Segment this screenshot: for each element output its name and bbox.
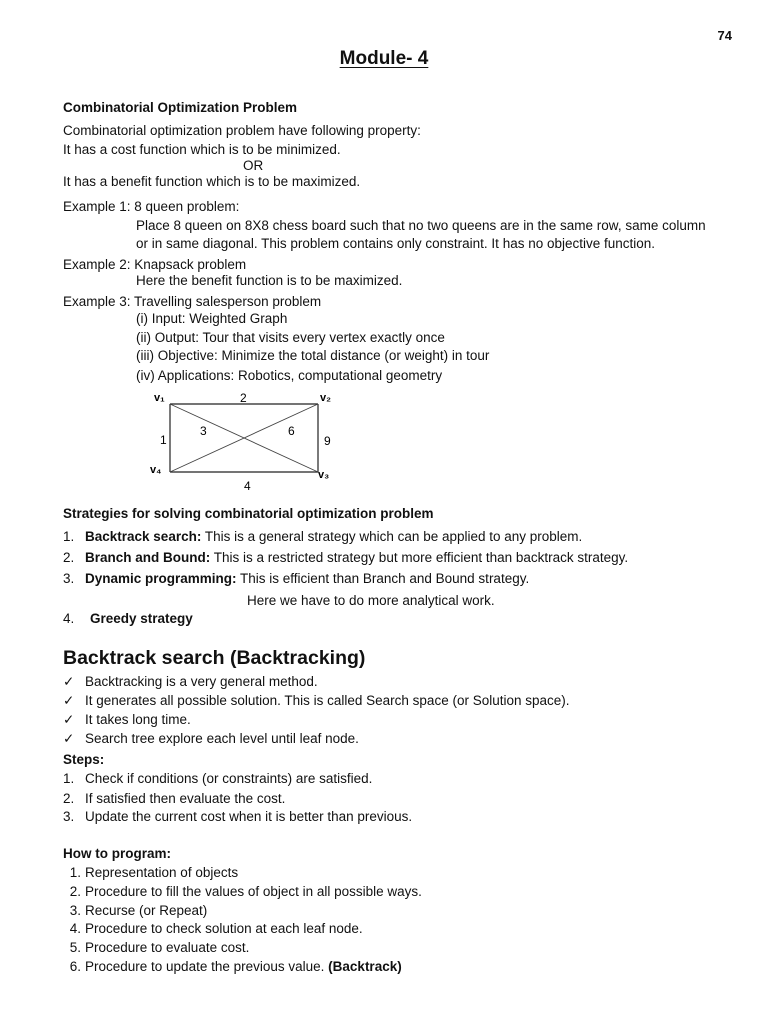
- list-number: 1.: [69, 865, 81, 880]
- list-number: 2.: [63, 550, 75, 565]
- bullet-text: Search tree explore each level until leaf node.: [85, 731, 359, 746]
- weight-v3-v4: 4: [244, 479, 251, 493]
- strategy-term: Dynamic programming:: [85, 571, 237, 586]
- program-step-text: Representation of objects: [85, 865, 239, 880]
- example1-line2: or in same diagonal. This problem contains only constraint. It has no objective function.: [136, 236, 656, 251]
- example3-label: Example 3: Travelling salesperson problem: [63, 294, 322, 309]
- step-text: Check if conditions (or constraints) are satisfied.: [85, 771, 373, 786]
- program-step: [61, 940, 249, 956]
- example3-input: (i) Input: Weighted Graph: [136, 311, 288, 326]
- weight-v1-v3: 3: [200, 424, 207, 438]
- backtrack-heading: Backtrack search (Backtracking): [63, 647, 366, 669]
- list-number: 1.: [63, 771, 75, 786]
- program-step-text: Procedure to check solution at each leaf node.: [85, 921, 363, 936]
- checkmark-icon: ✓: [63, 712, 75, 727]
- list-number: 6.: [69, 959, 81, 974]
- section-heading-combinatorial: Combinatorial Optimization Problem: [63, 100, 298, 115]
- program-step-text: Procedure to update the previous value.: [85, 959, 329, 974]
- step-text: Update the current cost when it is better than previous.: [85, 809, 413, 824]
- checkmark-icon: ✓: [63, 731, 75, 746]
- strategy-desc: This is a general strategy which can be applied to any problem.: [201, 529, 583, 544]
- example3-output: (ii) Output: Tour that visits every vertex exactly once: [136, 330, 445, 345]
- strategy-item-greedy: [63, 611, 193, 627]
- strategy-term: Backtrack search:: [85, 529, 202, 544]
- bullet-text: It takes long time.: [85, 712, 191, 727]
- program-step: [61, 921, 363, 937]
- tsp-graph: [140, 386, 350, 496]
- weight-v1-v2: 2: [240, 391, 247, 405]
- list-number: 2.: [63, 791, 75, 806]
- weight-v2-v3: 9: [324, 434, 331, 448]
- list-number: 3.: [63, 571, 75, 586]
- step-item: [63, 771, 372, 787]
- program-step: [61, 959, 402, 975]
- strategy-term: Branch and Bound:: [85, 550, 211, 565]
- strategies-heading: Strategies for solving combinatorial optimization problem: [63, 506, 434, 521]
- strategy-item-dynamic: [63, 571, 529, 587]
- program-step-text: Procedure to evaluate cost.: [85, 940, 250, 955]
- weight-v4-v1: 1: [160, 433, 167, 447]
- page-title-text: Module- 4: [339, 48, 429, 69]
- step-item: [63, 809, 412, 825]
- example1-label: Example 1: 8 queen problem:: [63, 199, 240, 214]
- example3-applications: (iv) Applications: Robotics, computational geometry: [136, 368, 443, 383]
- benefit-function-line: It has a benefit function which is to be maximized.: [63, 174, 361, 189]
- bullet-text: It generates all possible solution. This is called Search space (or Solution space).: [85, 693, 570, 708]
- example2-line: Here the benefit function is to be maximized.: [136, 273, 403, 288]
- vertex-v1: v₁: [154, 392, 165, 404]
- example2-label: Example 2: Knapsack problem: [63, 257, 247, 272]
- backtrack-bullet: [63, 693, 570, 709]
- list-number: 2.: [69, 884, 81, 899]
- program-step: [61, 884, 422, 900]
- strategy-item-branch-bound: [63, 550, 628, 566]
- backtrack-bullet: [63, 712, 191, 728]
- vertex-v4: v₄: [150, 464, 162, 476]
- strategy-desc: This is efficient than Branch and Bound strategy.: [236, 571, 530, 586]
- steps-heading: Steps:: [63, 752, 105, 767]
- list-number: 4.: [69, 921, 81, 936]
- program-step: [61, 865, 238, 881]
- program-step-text: Recurse (or Repeat): [85, 903, 208, 918]
- list-number: 1.: [63, 529, 75, 544]
- program-step: [61, 903, 207, 919]
- cost-function-line: It has a cost function which is to be minimized.: [63, 142, 341, 157]
- property-intro: Combinatorial optimization problem have following property:: [63, 123, 421, 138]
- list-number: 4.: [63, 611, 75, 626]
- bullet-text: Backtracking is a very general method.: [85, 674, 318, 689]
- checkmark-icon: ✓: [63, 693, 75, 708]
- list-number: 5.: [69, 940, 81, 955]
- list-number: 3.: [63, 809, 75, 824]
- list-number: 3.: [69, 903, 81, 918]
- vertex-v3: v₃: [318, 469, 330, 481]
- or-separator: OR: [243, 158, 264, 173]
- program-step-text: Procedure to fill the values of object in all possible ways.: [85, 884, 422, 899]
- example3-objective: (iii) Objective: Minimize the total distance (or weight) in tour: [136, 348, 490, 363]
- vertex-v2: v₂: [320, 392, 332, 404]
- step-item: [63, 791, 285, 807]
- weight-v2-v4: 6: [288, 424, 295, 438]
- page-title: [0, 48, 768, 70]
- strategy-desc: This is a restricted strategy but more efficient than backtrack strategy.: [210, 550, 629, 565]
- step-text: If satisfied then evaluate the cost.: [85, 791, 286, 806]
- program-step-bold: (Backtrack): [328, 959, 402, 974]
- checkmark-icon: ✓: [63, 674, 75, 689]
- example1-line1: Place 8 queen on 8X8 chess board such that no two queens are in the same row, same column: [136, 218, 706, 233]
- strategy-term: Greedy strategy: [90, 611, 193, 626]
- backtrack-bullet: [63, 731, 359, 747]
- backtrack-bullet: [63, 674, 318, 690]
- page-number: 74: [717, 28, 732, 43]
- program-heading: How to program:: [63, 846, 171, 861]
- strategy-item-backtrack: [63, 529, 582, 545]
- strategy-item-dynamic-cont: Here we have to do more analytical work.: [247, 593, 495, 608]
